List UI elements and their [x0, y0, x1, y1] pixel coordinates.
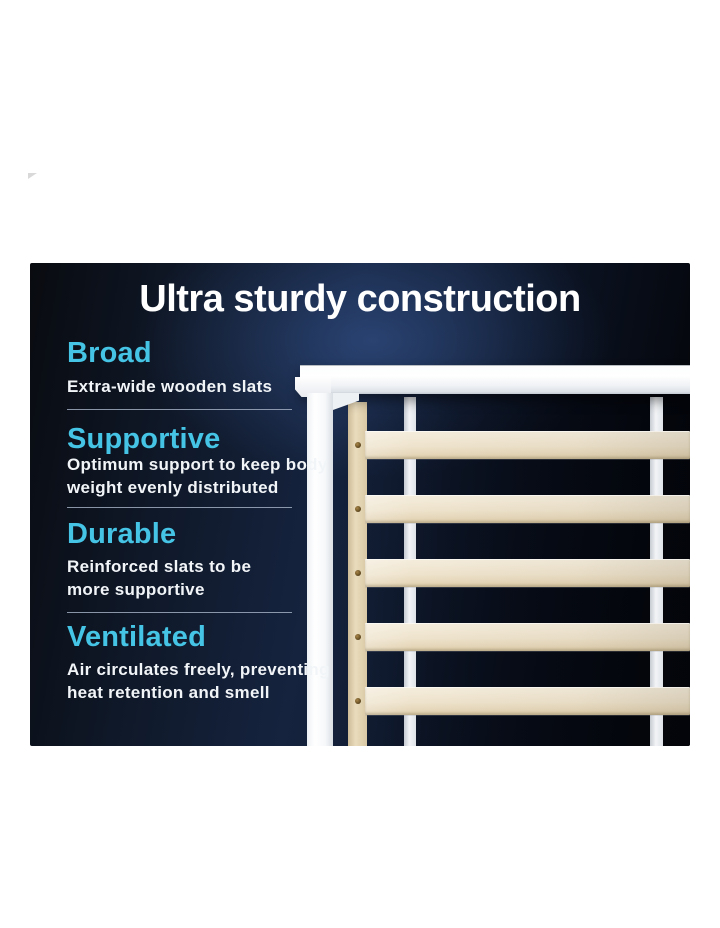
feature-body-ventilated — [67, 658, 330, 704]
wooden-slat — [365, 623, 690, 651]
info-panel — [30, 263, 690, 746]
feature-body-line: heat retention and smell — [67, 683, 270, 702]
feature-divider — [67, 612, 292, 613]
wooden-slat — [365, 687, 690, 715]
watermark-artifact — [28, 173, 37, 179]
feature-body-line: weight evenly distributed — [67, 478, 279, 497]
screw-head — [355, 506, 361, 512]
wooden-slat — [365, 559, 690, 587]
screw-head — [355, 442, 361, 448]
feature-divider — [67, 409, 292, 410]
screw-head — [355, 698, 361, 704]
feature-body-line: Optimum support to keep body — [67, 455, 328, 474]
feature-divider — [67, 507, 292, 508]
screw-head — [355, 634, 361, 640]
feature-heading-broad: Broad — [67, 337, 152, 369]
feature-heading-durable: Durable — [67, 518, 177, 550]
feature-body-line: more supportive — [67, 580, 205, 599]
feature-body-line: Extra-wide wooden slats — [67, 377, 273, 396]
wooden-slat — [365, 495, 690, 523]
feature-body-supportive — [67, 453, 328, 499]
panel-title: Ultra sturdy construction — [139, 278, 581, 320]
feature-body-line: Reinforced slats to be — [67, 557, 252, 576]
feature-heading-supportive: Supportive — [67, 423, 221, 455]
bed-frame-top-rail — [300, 365, 690, 394]
feature-heading-ventilated: Ventilated — [67, 621, 206, 653]
wooden-slat — [365, 431, 690, 459]
screw-head — [355, 570, 361, 576]
feature-body-durable — [67, 555, 251, 601]
feature-body-line: Air circulates freely, preventing — [67, 660, 330, 679]
feature-body-broad — [67, 375, 272, 398]
